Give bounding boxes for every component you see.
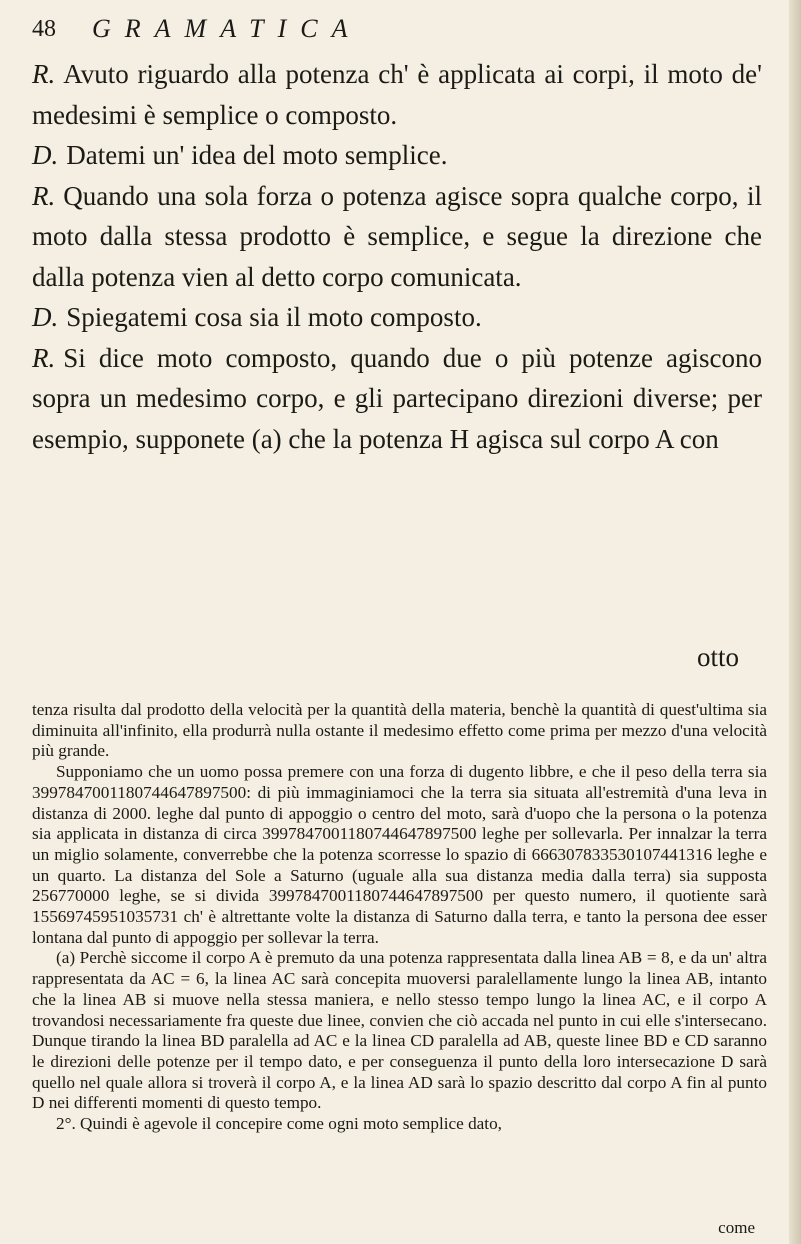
main-catchword: otto bbox=[696, 642, 739, 672]
speaker-label: D. bbox=[32, 302, 59, 332]
main-text bbox=[32, 54, 762, 459]
speaker-label: R. bbox=[32, 342, 56, 373]
page-number: 48 bbox=[32, 16, 56, 42]
dialogue-paragraph bbox=[32, 54, 762, 135]
paragraph-text: Spiegatemi cosa sia il moto composto. bbox=[66, 302, 482, 332]
paragraph-text: Datemi un' idea del moto semplice. bbox=[66, 140, 448, 170]
speaker-label: R. bbox=[32, 180, 56, 211]
footnote-paragraph: 2°. Quindi è agevole il concepire come ogni moto semplice dato, bbox=[56, 1114, 502, 1134]
running-title: GRAMATICA bbox=[92, 14, 362, 43]
paragraph-text: Si dice moto composto, quando due o più potenze agiscono sopra un medesimo corpo, e gli partecipano direzioni diverse; per esempio, supponete (a) che la potenza H agisca sul corpo A con bbox=[32, 342, 762, 454]
footnote-paragraph: tenza risulta dal prodotto della velocità per la quantità della materia, benchè la quantità di quest'ultima sia diminuita all'infinito, ella produrrà nulla ostante il medesimo effetto come prima per mezzo d'una velocità più grande. bbox=[32, 700, 767, 761]
speaker-label: D. bbox=[32, 140, 59, 170]
dialogue-paragraph bbox=[32, 176, 762, 298]
paragraph-text: Avuto riguardo alla potenza ch' è applicata ai corpi, il moto de' medesimi è semplice o composto. bbox=[32, 59, 762, 130]
footnote-paragraph: Supponiamo che un uomo possa premere con una forza di dugento libbre, e che il peso della terra sia 3997847001180744647897500: di più immaginiamoci che la terra sia situata all'estremità d'una leva in distanza di 2000. leghe dal punto di appoggio o centro del moto, sarà d'uopo che la persona o la potenza sia applicata in distanza di circa 3997847001180744647897500 leghe per sollevarla. Per innalzar la terra un miglio solamente, converrebbe che la potenza scorresse lo spazio di 666307833530107441316 leghe e un quarto. La distanza del Sole a Saturno (uguale alla sua distanza media dalla terra) sia supposta 256770000 leghe, se si divida 3997847001180744647897500 per questo numero, il quotiente sarà 15569745951035731 ch' è altrettante volte la distanza di Saturno dalla terra, e tanto la persona dee esser lontana dal punto di appoggio per sollevar la terra. bbox=[32, 762, 767, 947]
dialogue-paragraph bbox=[32, 297, 762, 338]
footnote-catchword: come bbox=[718, 1218, 755, 1237]
page-header bbox=[32, 14, 772, 52]
speaker-label: R. bbox=[32, 59, 56, 89]
dialogue-paragraph bbox=[32, 338, 762, 460]
page-edge-shadow bbox=[789, 0, 801, 1244]
footnote-paragraph: (a) Perchè siccome il corpo A è premuto da una potenza rappresentata dalla linea AB = 8, e da un' altra rappresentata da AC = 6, la linea AC sarà concepita muoversi paralellamente lungo la linea AB, intanto che la linea AB si muove nella stessa maniera, e nello stesso tempo lungo la linea AC, e il corpo A trovandosi necessariamente fra queste due linee, convien che ciò accada nel punto in cui elle s'intersecano. Dunque tirando la linea BD paralella ad AC e la linea CD paralella ad AB, queste linee BD e CD saranno le direzioni delle potenze per il tempo dato, e per conseguenza il punto della loro intersecazione D sarà quello nel quale allora si troverà il corpo A, e la linea AD sarà lo spazio descritto dal corpo A fin al punto D nei differenti momenti di questo tempo. bbox=[32, 948, 767, 1113]
footnotes bbox=[32, 700, 767, 1135]
dialogue-paragraph bbox=[32, 135, 762, 176]
paragraph-text: Quando una sola forza o potenza agisce sopra qualche corpo, il moto dalla stessa prodotto è semplice, e segue la direzione che dalla potenza vien al detto corpo comunicata. bbox=[32, 180, 762, 292]
